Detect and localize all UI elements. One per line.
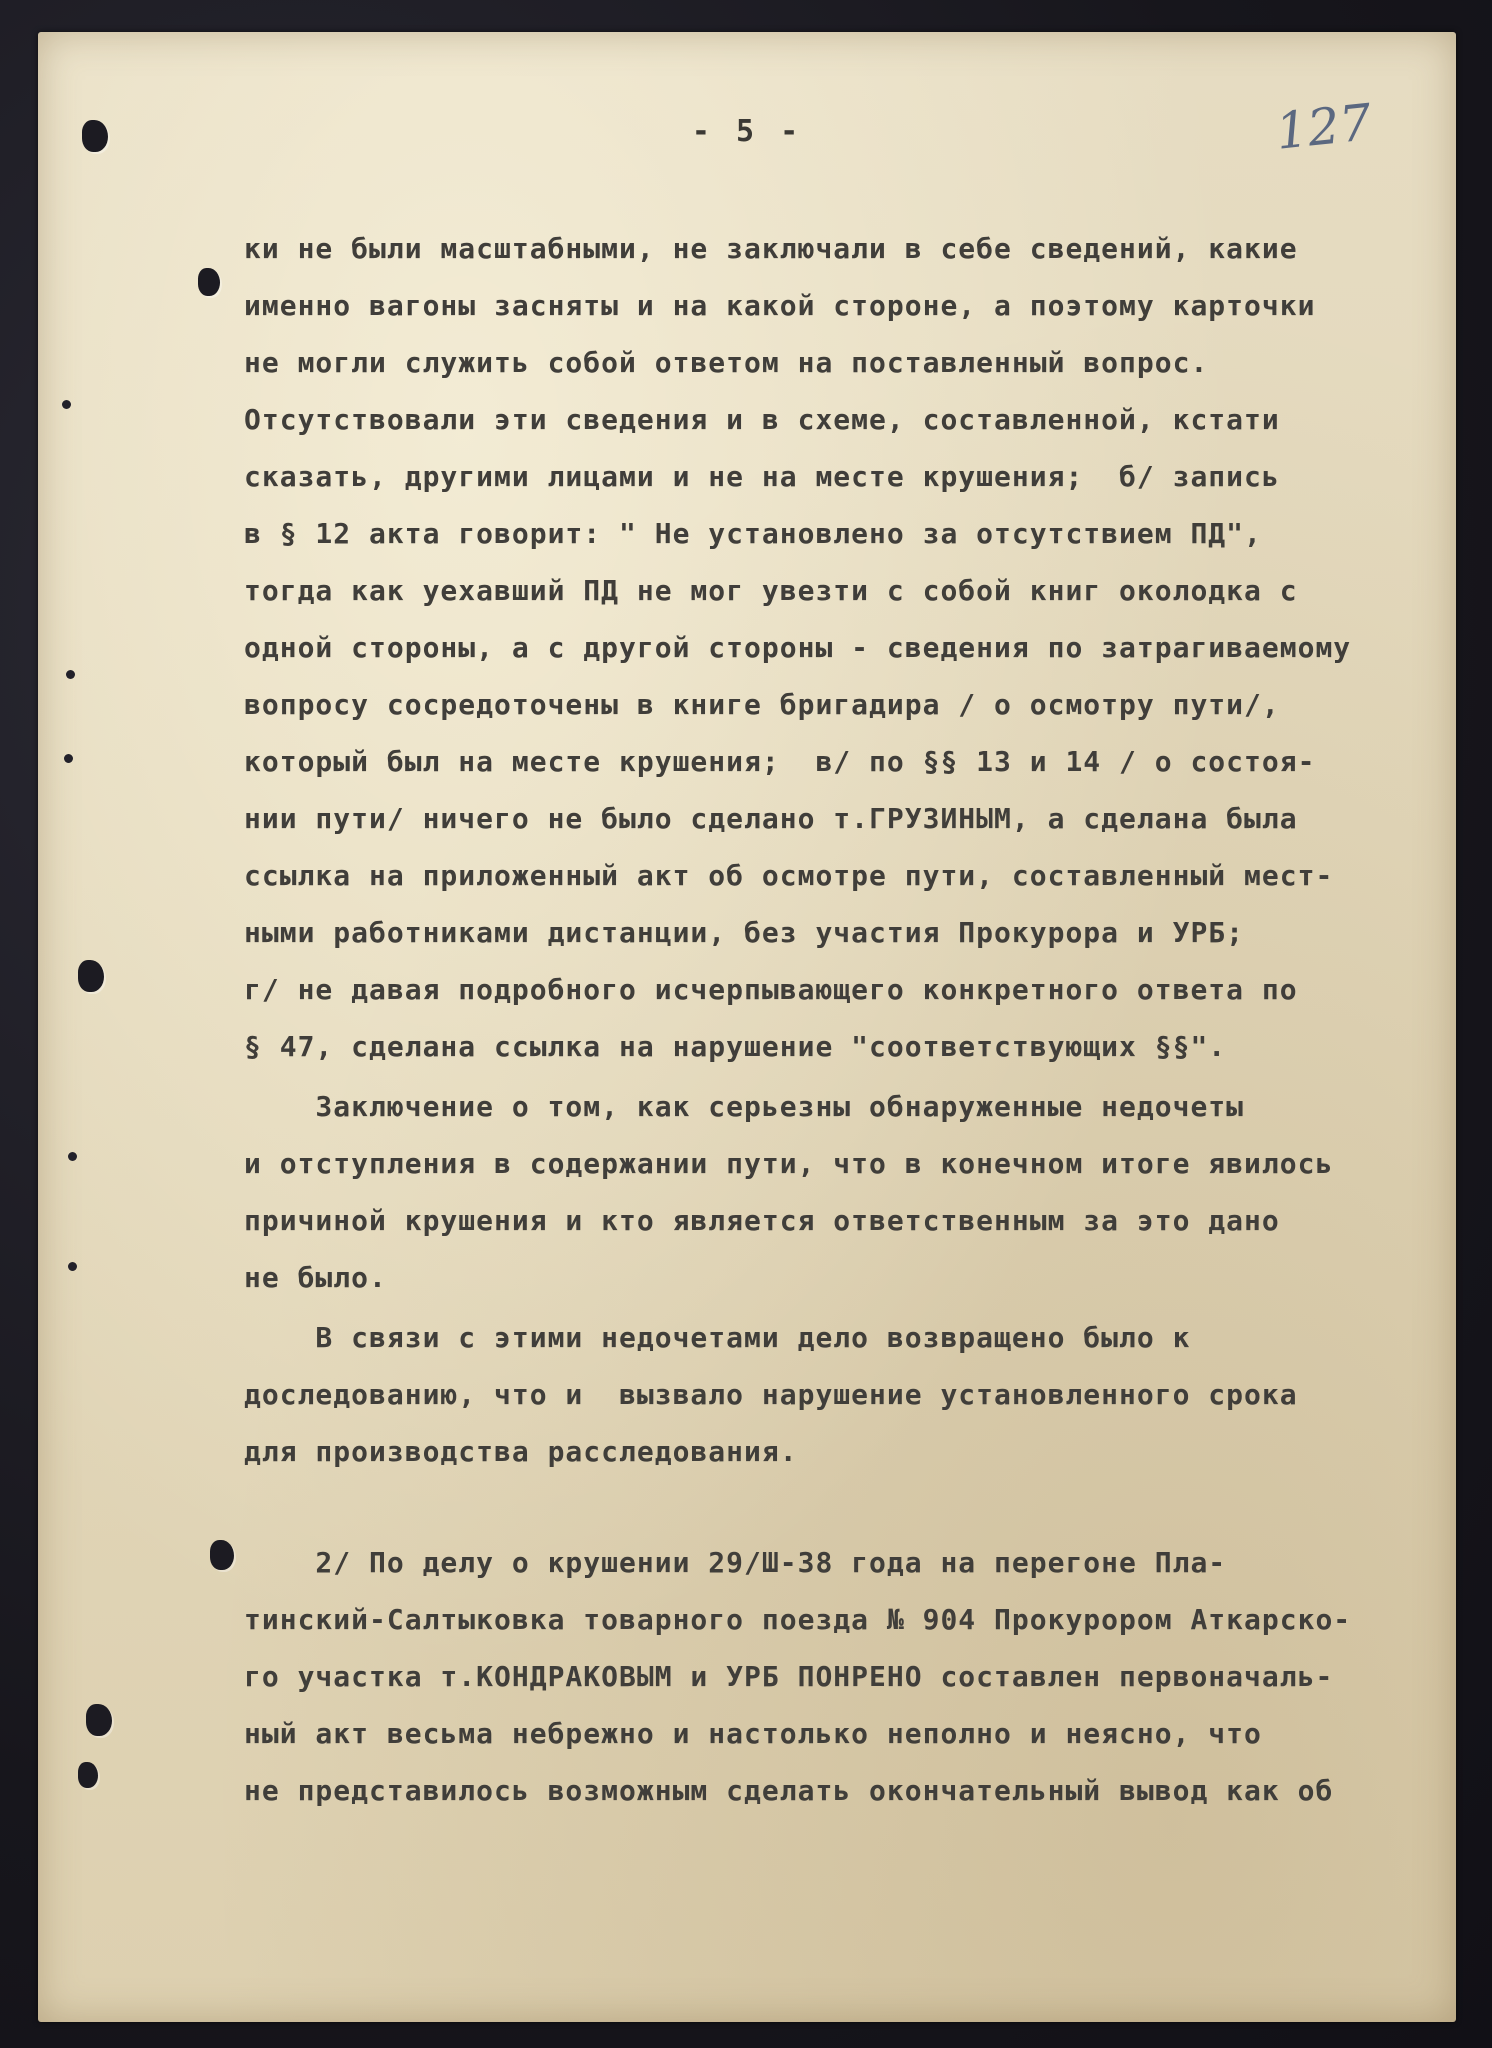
text-line: причиной крушения и кто является ответственным за это дано [244,1204,1280,1237]
text-line: который был на месте крушения; в/ по §§ 13 и 14 / о состоя- [244,745,1316,778]
text-line: доследованию, что и вызвало нарушение установленного срока [244,1378,1298,1411]
text-line: ными работниками дистанции, без участия Прокурора и УРБ; [244,916,1245,949]
text-line: не представилось возможным сделать окончательный вывод как об [244,1774,1334,1807]
text-line: сказать, другими лицами и не на месте крушения; б/ запись [244,460,1280,493]
text-line: § 47, сделана ссылка на нарушение "соответствующих §§". [244,1030,1227,1063]
page-number: - 5 - [691,114,803,149]
text-line: ный акт весьма небрежно и настолько неполно и неясно, что [244,1717,1262,1750]
text-line: В связи с этими недочетами дело возвращено было к [244,1321,1191,1354]
text-line: ссылка на приложенный акт об осмотре пути, составленный мест- [244,859,1334,892]
text-line: вопросу сосредоточены в книге бригадира / о осмотру пути/, [244,688,1280,721]
text-line: и отступления в содержании пути, что в конечном итоге явилось [244,1147,1334,1180]
text-line: не было. [244,1261,387,1294]
archive-folio-number: 127 [1273,93,1375,161]
text-line: в § 12 акта говорит: " Не установлено за отсутствием ПД", [244,517,1262,550]
text-line: тогда как уехавший ПД не мог увезти с собой книг околодка с [244,574,1298,607]
text-line: 2/ По делу о крушении 29/Ш-38 года на перегоне Пла- [244,1546,1227,1579]
text-line: для производства расследования. [244,1435,798,1468]
text-line: ки не были масштабными, не заключали в себе сведений, какие [244,232,1298,265]
text-line: г/ не давая подробного исчерпывающего конкретного ответа по [244,973,1298,1006]
text-line: одной стороны, а с другой стороны - сведения по затрагиваемому [244,631,1352,664]
text-line: тинский-Салтыковка товарного поезда № 904 Прокурором Аткарско- [244,1603,1352,1636]
text-line: Отсутствовали эти сведения и в схеме, составленной, кстати [244,403,1280,436]
text-line: нии пути/ ничего не было сделано т.ГРУЗИНЫМ, а сделана была [244,802,1298,835]
typewritten-body [38,232,1456,1992]
text-line: го участка т.КОНДРАКОВЫМ и УРБ ПОНРЕНО составлен первоначаль- [244,1660,1334,1693]
document-page [38,32,1456,2022]
text-line: не могли служить собой ответом на поставленный вопрос. [244,346,1209,379]
text-line: именно вагоны засняты и на какой стороне, а поэтому карточки [244,289,1316,322]
text-line: Заключение о том, как серьезны обнаруженные недочеты [244,1090,1245,1123]
